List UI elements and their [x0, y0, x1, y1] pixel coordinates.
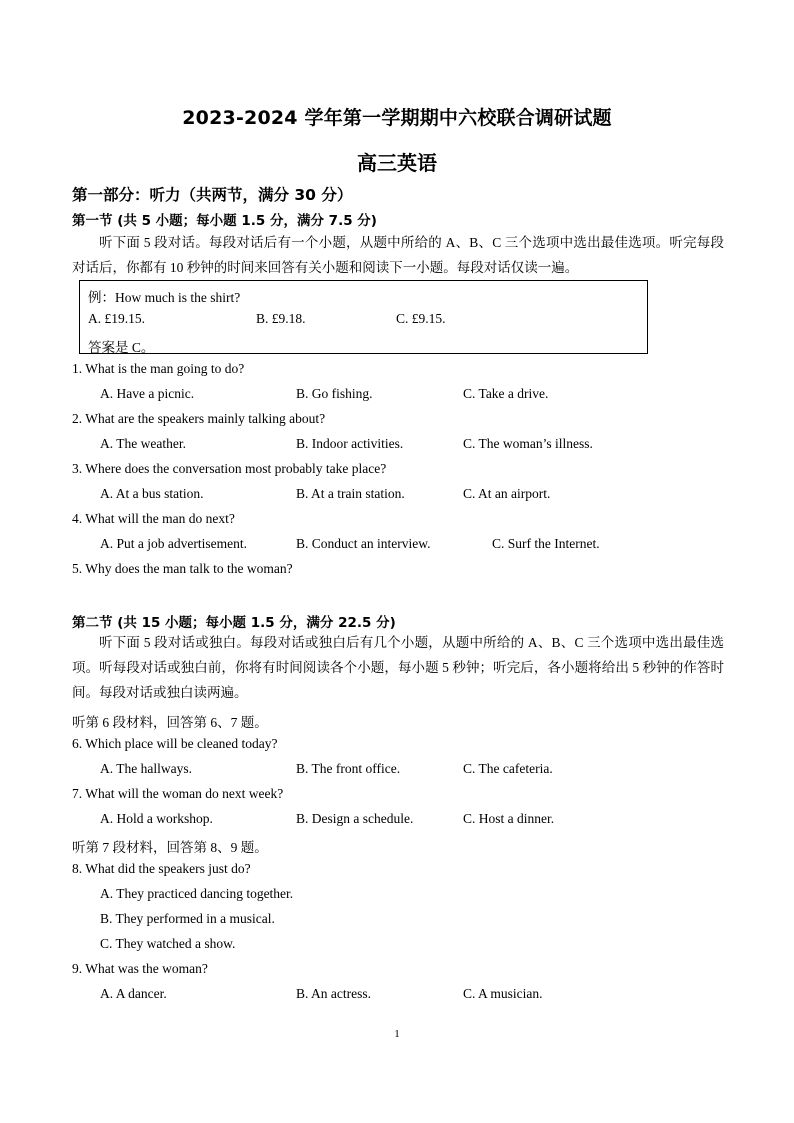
example-option-a: A. £19.15.: [88, 311, 145, 326]
question-8-option-a: A. They practiced dancing together.: [100, 886, 294, 901]
question-7: 7. What will the woman do next week?: [72, 786, 284, 801]
part1-title: 第一部分：听力（共两节，满分 30 分）: [72, 186, 353, 204]
example-option-c: C. £9.15.: [396, 311, 446, 326]
question-1-option-a: A. Have a picnic.: [100, 386, 195, 401]
section1-instructions: 听下面 5 段对话。每段对话后有一个小题，从题中所给的 A、B、C 三个选项中选出最佳选项。听完每段对话后，你都有 10 秒钟的时间来回答有关小题和阅读下一小题。每段对话仅读一遍。: [72, 235, 724, 275]
question-4-option-a: A. Put a job advertisement.: [100, 536, 247, 551]
question-1-option-c: C. Take a drive.: [463, 386, 549, 401]
material-note-6: 听第 6 段材料，回答第 6、7 题。: [72, 715, 268, 730]
question-2-option-c: C. The woman’s illness.: [463, 436, 593, 451]
example-question: 例：How much is the shirt?: [88, 290, 241, 305]
question-2-option-b: B. Indoor activities.: [296, 436, 404, 451]
question-9-option-b: B. An actress.: [296, 986, 371, 1001]
question-7-option-c: C. Host a dinner.: [463, 811, 555, 826]
question-4-option-c: C. Surf the Internet.: [492, 536, 600, 551]
question-7-option-b: B. Design a schedule.: [296, 811, 414, 826]
question-8: 8. What did the speakers just do?: [72, 861, 251, 876]
question-7-option-a: A. Hold a workshop.: [100, 811, 213, 826]
section1-title: 第一节 (共 5 小题；每小题 1.5 分，满分 7.5 分): [72, 213, 377, 229]
page-title: 2023-2024 学年第一学期期中六校联合调研试题: [182, 107, 612, 129]
example-box: [79, 280, 648, 354]
question-6-option-b: B. The front office.: [296, 761, 401, 776]
material-note-7: 听第 7 段材料，回答第 8、9 题。: [72, 840, 268, 855]
example-answer: 答案是 C。: [88, 340, 155, 355]
question-9-option-c: C. A musician.: [463, 986, 543, 1001]
section2-instructions: 听下面 5 段对话或独白。每段对话或独白后有几个小题，从题中所给的 A、B、C 三个选项中选出最佳选项。听每段对话或独白前，你将有时间阅读各个小题，每小题 5 秒钟；听完后，各小题将给出 5 秒钟的作答时间。每段对话或独白读两遍。: [72, 635, 724, 700]
section2-title: 第二节 (共 15 小题；每小题 1.5 分，满分 22.5 分): [72, 615, 396, 631]
question-8-option-b: B. They performed in a musical.: [100, 911, 275, 926]
page-subtitle: 高三英语: [357, 151, 437, 175]
question-1: 1. What is the man going to do?: [72, 361, 245, 376]
question-4: 4. What will the man do next?: [72, 511, 235, 526]
question-2-option-a: A. The weather.: [100, 436, 186, 451]
question-3-option-b: B. At a train station.: [296, 486, 405, 501]
question-9: 9. What was the woman?: [72, 961, 208, 976]
question-5: 5. Why does the man talk to the woman?: [72, 561, 293, 576]
question-9-option-a: A. A dancer.: [100, 986, 167, 1001]
question-4-option-b: B. Conduct an interview.: [296, 536, 431, 551]
question-2: 2. What are the speakers mainly talking about?: [72, 411, 326, 426]
question-3-option-a: A. At a bus station.: [100, 486, 204, 501]
question-3: 3. Where does the conversation most probably take place?: [72, 461, 387, 476]
example-option-b: B. £9.18.: [256, 311, 306, 326]
question-6-option-a: A. The hallways.: [100, 761, 192, 776]
page-number: 1: [394, 1028, 400, 1040]
question-1-option-b: B. Go fishing.: [296, 386, 373, 401]
question-6: 6. Which place will be cleaned today?: [72, 736, 278, 751]
question-3-option-c: C. At an airport.: [463, 486, 551, 501]
question-6-option-c: C. The cafeteria.: [463, 761, 553, 776]
question-8-option-c: C. They watched a show.: [100, 936, 236, 951]
